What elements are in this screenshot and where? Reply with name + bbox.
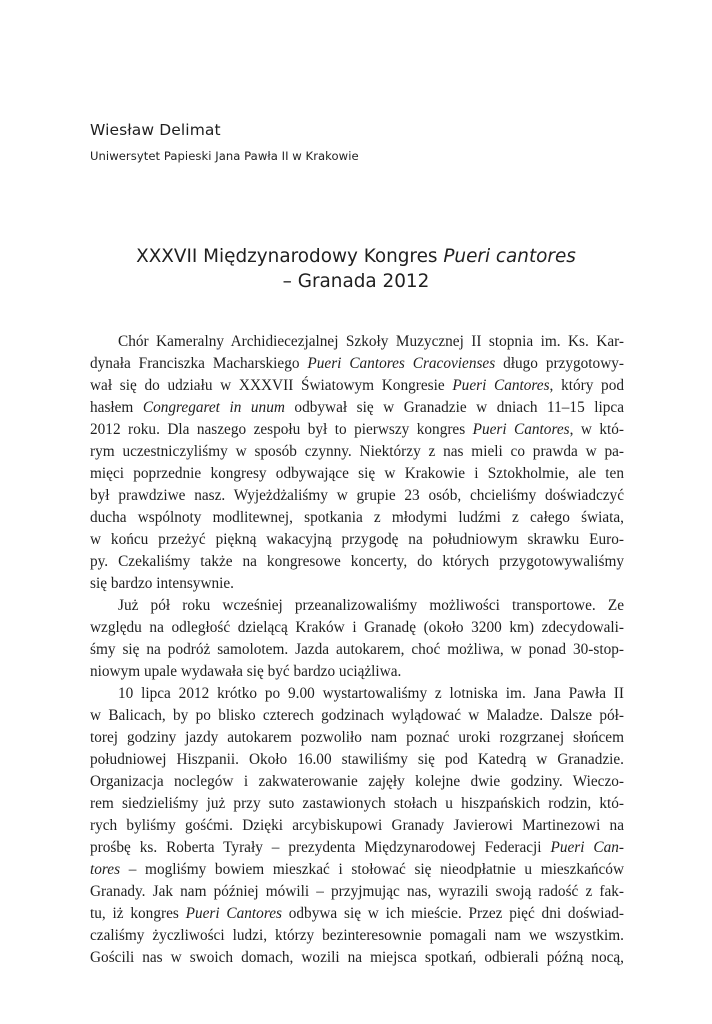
text: torej godziny jazdy autokarem pozwoliło nam poznać uroki rozgrzanej słońcem <box>90 729 624 746</box>
author-affiliation: Uniwersytet Papieski Jana Pawła II w Krakowie <box>90 149 359 163</box>
text-line <box>90 331 624 353</box>
text: czaliśmy życzliwości ludzi, którzy bezinteresownie pomagali nam we wszystkim. <box>90 927 624 944</box>
text: był prawdziwe nasz. Wyjeżdżaliśmy w grupie 23 osób, chcieliśmy doświadczyć <box>90 487 624 504</box>
text: 10 lipca 2012 krótko po 9.00 wystartowaliśmy z lotniska im. Jana Pawła II <box>118 685 624 702</box>
text: tu, iż kongres <box>90 905 186 922</box>
italic-text: Pueri Can- <box>550 839 624 856</box>
text-line <box>90 705 624 727</box>
text: dynała Franciszka Macharskiego <box>90 355 308 372</box>
paragraph <box>90 595 624 683</box>
text-line <box>90 837 624 859</box>
text: Gościli nas w swoich domach, wozili na miejsca spotkań, odbierali późną nocą, <box>90 949 624 966</box>
text-line <box>90 573 624 595</box>
text: mięci poprzednie kongresy odbywające się w Krakowie i Sztokholmie, ale ten <box>90 465 624 482</box>
title-italic-text: Pueri cantores <box>443 246 576 267</box>
text-line <box>90 661 624 683</box>
italic-text: Congregaret in unum <box>142 399 285 416</box>
text-line <box>90 947 624 969</box>
text-line <box>90 441 624 463</box>
italic-text: tores <box>90 861 121 878</box>
italic-text: Pueri Cantores <box>472 421 570 438</box>
text: długo przygotowy- <box>495 355 624 372</box>
text-line <box>90 551 624 573</box>
text: Organizacja noclegów i zakwaterowanie zajęły kolejne dwie godziny. Wieczo- <box>90 773 624 790</box>
text: śmy się na podróż samolotem. Jazda autokarem, choć możliwa, w ponad 30-stop- <box>90 641 624 658</box>
body-text <box>90 331 624 969</box>
text-line <box>90 507 624 529</box>
text: rem siedzieliśmy już przy suto zastawionych stołach u hiszpańskich rodzin, któ- <box>90 795 624 812</box>
text-line <box>90 925 624 947</box>
title-line-2: – Granada 2012 <box>282 271 430 292</box>
italic-text: Pueri Cantores <box>452 377 550 394</box>
text: się bardzo intensywnie. <box>90 575 235 592</box>
text-line <box>90 617 624 639</box>
text: rych byliśmy gośćmi. Dzięki arcybiskupowi Granady Javierowi Martinezowi na <box>90 817 624 834</box>
text-line <box>90 375 624 397</box>
text: Chór Kameralny Archidiecezjalnej Szkoły Muzycznej II stopnia im. Ks. Kar- <box>118 333 624 350</box>
text: odbywał się w Granadzie w dniach 11–15 lipca <box>284 399 624 416</box>
text: wał się do udziału w XXXVII Światowym Kongresie <box>90 377 453 394</box>
text: niowym upale wydawała się być bardzo uciążliwa. <box>90 663 402 680</box>
text-line <box>90 815 624 837</box>
title-line-1 <box>90 244 622 269</box>
text-line <box>90 749 624 771</box>
author-name: Wiesław Delimat <box>90 121 221 139</box>
text: 2012 roku. Dla naszego zespołu był to pierwszy kongres <box>90 421 473 438</box>
text: w Balicach, by po blisko czterech godzinach wylądować w Maladze. Dalsze pół- <box>90 707 624 724</box>
text: odbywa się w ich mieście. Przez pięć dni doświad- <box>281 905 624 922</box>
paragraph <box>90 331 624 595</box>
text: względu na odległość dzielącą Kraków i Granadę (około 3200 km) zdecydowali- <box>90 619 624 636</box>
italic-text: Pueri Cantores Cracovienses <box>307 355 496 372</box>
text-line <box>90 881 624 903</box>
text: prośbę ks. Roberta Tyrały – prezydenta Międzynarodowej Federacji <box>90 839 551 856</box>
text-line <box>90 419 624 441</box>
article-title <box>90 244 622 294</box>
text-line <box>90 903 624 925</box>
text: rym uczestniczyliśmy w sposób czynny. Niektórzy z nas mieli co prawda w pa- <box>90 443 624 460</box>
text-line <box>90 859 624 881</box>
text: w końcu przeżyć piękną wakacyjną przygodę na południowym skrawku Euro- <box>90 531 624 548</box>
text-line <box>90 793 624 815</box>
text: Granady. Jak nam później mówili – przyjmując nas, wyrazili swoją radość z fak- <box>90 883 624 900</box>
text: ducha wspólnoty modlitewnej, spotkania z młodymi ludźmi z całego świata, <box>90 509 624 526</box>
text-line <box>90 463 624 485</box>
paragraph <box>90 683 624 969</box>
title-text: XXXVII Międzynarodowy Kongres <box>136 246 444 267</box>
text: , w któ- <box>569 421 624 438</box>
text: południowej Hiszpanii. Około 16.00 stawiliśmy się pod Katedrą w Granadzie. <box>90 751 624 768</box>
text: Już pół roku wcześniej przeanalizowaliśmy możliwości transportowe. Ze <box>118 597 624 614</box>
text-line <box>90 485 624 507</box>
text-line <box>90 353 624 375</box>
text-line <box>90 727 624 749</box>
text-line <box>90 771 624 793</box>
text-line <box>90 529 624 551</box>
text: – mogliśmy bowiem mieszkać i stołować się nieodpłatnie u mieszkańców <box>120 861 624 878</box>
text: py. Czekaliśmy także na kongresowe koncerty, do których przygotowywaliśmy <box>90 553 624 570</box>
text-line <box>90 595 624 617</box>
italic-text: Pueri Cantores <box>185 905 282 922</box>
text-line <box>90 639 624 661</box>
text-line <box>90 683 624 705</box>
text: , który pod <box>549 377 624 394</box>
text-line <box>90 397 624 419</box>
text: hasłem <box>90 399 143 416</box>
